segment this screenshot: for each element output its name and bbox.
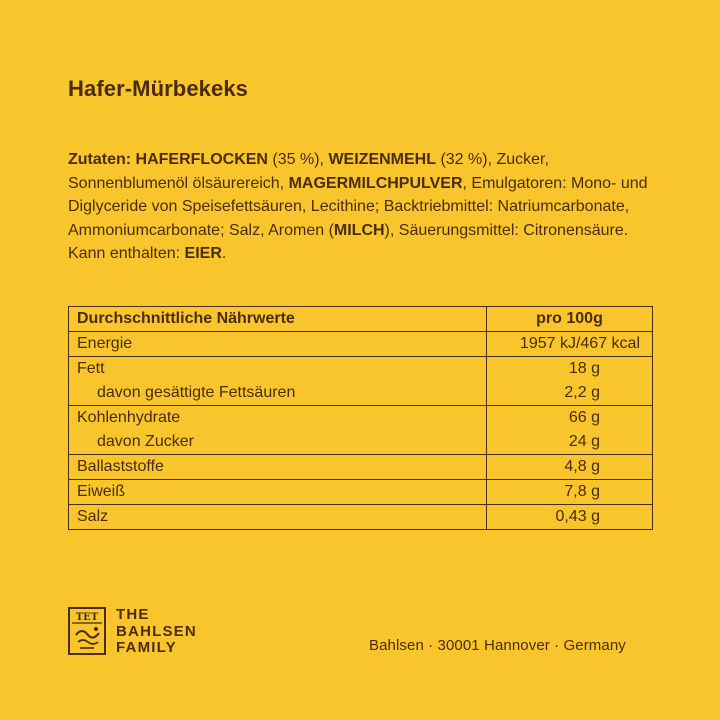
nutrient-label: Eiweiß [69,480,487,505]
nutrient-value: 7,8 g [487,480,653,505]
nutrient-label: davon gesättigte Fettsäuren [69,381,487,406]
ingredient-segment: (35 %), [267,151,329,168]
brand-line: BAHLSEN [116,622,197,640]
ingredient-bold-segment: HAFERFLOCKEN [135,151,268,168]
ingredient-bold-segment: WEIZENMEHL [328,151,436,168]
ingredient-segment: ), Säuerungsmittel: Citronensäure. Kann enthalten: [68,221,629,262]
nutrition-row [69,406,653,431]
nutrient-value: 0,43 g [487,505,653,530]
ingredient-bold-segment: MILCH [333,221,385,239]
bahlsen-logo-icon [68,607,106,655]
ingredients-text [68,148,668,266]
company-address: Bahlsen · 30001 Hannover · Germany [369,637,626,654]
nutrient-value: 2,2 g [487,381,653,406]
ingredient-bold-segment: EIER [184,245,222,262]
nutrient-value: 18 g [487,357,653,382]
nutrient-value: 24 g [487,430,653,455]
nutrition-header-label: Durchschnittliche Nährwerte [69,307,487,332]
ingredient-bold-segment: Zutaten: [68,151,136,168]
nutrition-row [69,381,653,406]
nutrient-value: 1957 kJ/467 kcal [487,332,653,357]
nutrition-row [69,505,653,530]
nutrient-label: Kohlenhydrate [69,406,487,431]
nutrition-header-value: pro 100g [487,307,653,332]
nutrient-label: Ballaststoffe [69,455,487,480]
brand-line: FAMILY [116,639,177,656]
logo-text: TET [75,612,99,623]
nutrition-row [69,480,653,505]
nutrition-header-row [69,307,653,332]
nutrient-label: Salz [69,505,487,530]
ingredient-segment: . [221,245,227,262]
nutrition-table [68,306,653,530]
nutrient-value: 66 g [487,406,653,431]
ingredient-bold-segment: MAGERMILCHPULVER [288,174,463,192]
ingredient-segment: , Emulgatoren: Mono- und Diglyceride von Speisefettsäuren, Lecithine; Backtriebmittel: Natriumcarbonate, Ammoniumcarbonate; Salz, Aromen ( [68,174,648,239]
nutrient-label: Fett [69,357,487,382]
nutrient-label: Energie [69,332,487,357]
nutrient-label: davon Zucker [69,430,487,455]
product-title: Hafer-Mürbekeks [68,76,249,101]
ingredient-segment: (32 %), Zucker, Sonnenblumenöl ölsäurereich, [68,151,549,192]
nutrition-row [69,455,653,480]
brand-name [116,607,197,657]
nutrient-value: 4,8 g [487,455,653,480]
nutrition-row [69,430,653,455]
brand-line: THE [116,606,150,623]
nutrition-row [69,332,653,357]
nutrition-row [69,357,653,382]
